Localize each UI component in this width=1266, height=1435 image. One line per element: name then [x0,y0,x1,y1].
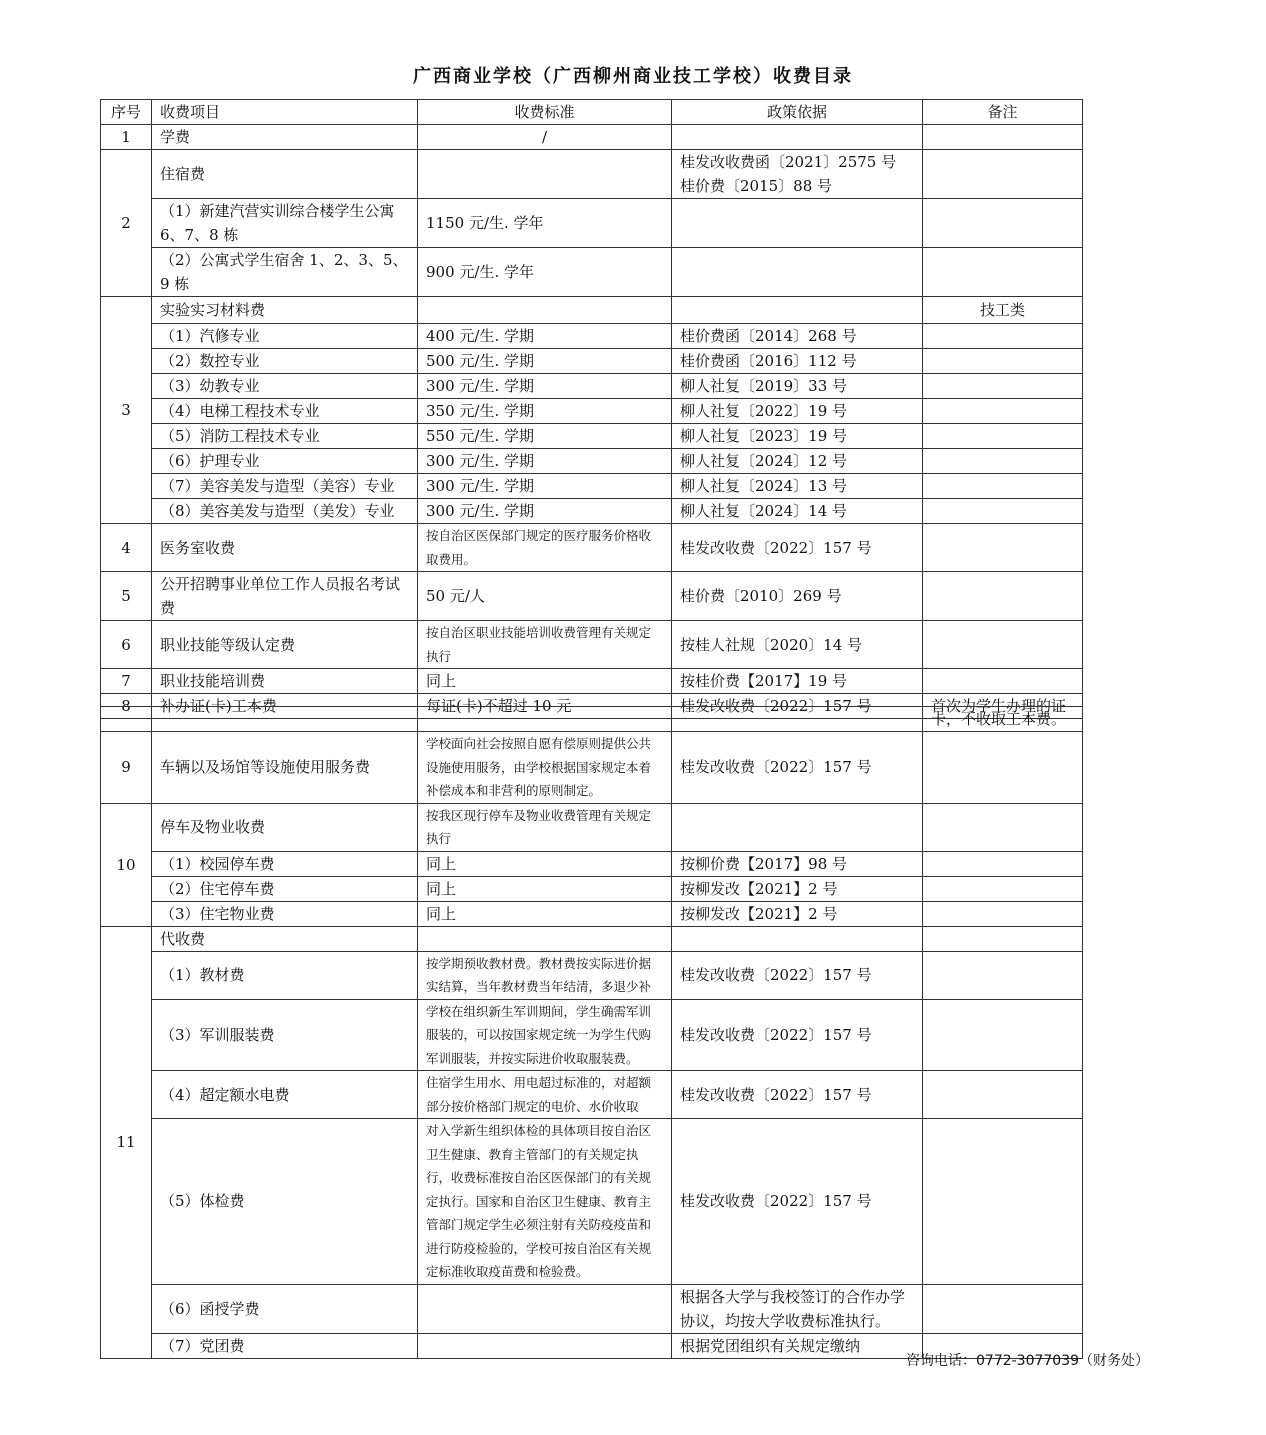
row-item: （5）消防工程技术专业 [152,424,418,449]
row-standard: 按学期预收教材费。教材费按实际进价据实结算，当年教材费当年结清，多退少补 [418,951,672,999]
row-note [923,803,1083,851]
row-standard [418,1333,672,1358]
row-standard: / [418,125,672,150]
row-item: （6）函授学费 [152,1284,418,1333]
row-item: 车辆以及场馆等设施使用服务费 [152,732,418,804]
row-note: 首次为学生办理的证 [923,694,1083,719]
row-item: 学费 [152,125,418,150]
table-row [101,1284,1083,1333]
row-basis [672,707,923,732]
row-basis: 按柳价费【2017】98 号 [672,851,923,876]
row-basis: 桂发改收费〔2022〕157 号 [672,1119,923,1285]
row-seq: 3 [101,297,152,524]
row-seq: 9 [101,732,152,804]
row-item: 住宿费 [152,150,418,199]
row-item: 实验实习材料费 [152,297,418,324]
row-note [923,876,1083,901]
row-note [923,951,1083,999]
row-note [923,499,1083,524]
table-row [101,449,1083,474]
row-standard: 50 元/人 [418,572,672,621]
row-item: （7）美容美发与造型（美容）专业 [152,474,418,499]
row-item [152,707,418,732]
row-standard: 300 元/生. 学期 [418,499,672,524]
row-basis: 桂发改收费〔2022〕157 号 [672,732,923,804]
row-basis: 柳人社复〔2023〕19 号 [672,424,923,449]
table-row [101,707,1083,732]
table-row [101,125,1083,150]
row-note [923,621,1083,669]
table-row [101,901,1083,926]
row-basis [672,125,923,150]
table-row [101,248,1083,297]
row-note: 卡，不收取工本费。 [923,707,1083,732]
row-seq: 10 [101,803,152,926]
row-note [923,1071,1083,1119]
row-note [923,150,1083,199]
row-standard: 550 元/生. 学期 [418,424,672,449]
row-standard: 对入学新生组织体检的具体项目按自治区卫生健康、教育主管部门的有关规定执行，收费标准按自治区医保部门的有关规定执行。国家和自治区卫生健康、教育主管部门规定学生必须注射有关防疫疫苗和进行防疫检验的，学校可按自治区有关规定标准收取疫苗费和检验费。 [418,1119,672,1285]
header-item: 收费项目 [152,100,418,125]
row-basis: 按桂人社规〔2020〕14 号 [672,621,923,669]
row-standard [418,1284,672,1333]
row-standard [418,297,672,324]
row-item: 职业技能等级认定费 [152,621,418,669]
row-note [923,1284,1083,1333]
row-basis: 按柳发改【2021】2 号 [672,901,923,926]
table-row [101,199,1083,248]
table-row [101,399,1083,424]
row-standard: 900 元/生. 学年 [418,248,672,297]
row-note: 技工类 [923,297,1083,324]
table-row [101,851,1083,876]
table-row [101,349,1083,374]
row-standard: 300 元/生. 学期 [418,449,672,474]
row-basis: 桂价费〔2010〕269 号 [672,572,923,621]
row-standard: 同上 [418,851,672,876]
row-note [923,324,1083,349]
row-item: 停车及物业收费 [152,803,418,851]
row-item: （1）教材费 [152,951,418,999]
row-note [923,199,1083,248]
row-basis: 桂发改收费〔2022〕157 号 [672,524,923,572]
contact-phone: 咨询电话：0772-3077039（财务处） [906,1353,1150,1369]
row-note [923,1119,1083,1285]
row-note [923,851,1083,876]
table-row [101,374,1083,399]
row-note [923,449,1083,474]
row-seq: 7 [101,669,152,694]
row-basis [672,297,923,324]
table-row [101,572,1083,621]
row-basis: 桂发改收费〔2022〕157 号 [672,1071,923,1119]
header-standard: 收费标准 [418,100,672,125]
row-item: （2）公寓式学生宿舍 1、2、3、5、9 栋 [152,248,418,297]
table-row [101,324,1083,349]
row-basis: 桂价费函〔2016〕112 号 [672,349,923,374]
row-item: 代收费 [152,926,418,951]
row-basis: 桂发改收费函〔2021〕2575 号 桂价费〔2015〕88 号 [672,150,923,199]
row-basis: 柳人社复〔2024〕12 号 [672,449,923,474]
row-note [923,374,1083,399]
table-row [101,999,1083,1071]
row-standard: 按我区现行停车及物业收费管理有关规定执行 [418,803,672,851]
row-standard [418,150,672,199]
row-standard: 同上 [418,876,672,901]
row-standard: 按自治区医保部门规定的医疗服务价格收取费用。 [418,524,672,572]
row-standard: 400 元/生. 学期 [418,324,672,349]
row-note [923,732,1083,804]
table-row [101,474,1083,499]
row-note [923,125,1083,150]
row-seq: 6 [101,621,152,669]
table-row [101,876,1083,901]
row-note [923,248,1083,297]
row-note [923,524,1083,572]
row-basis: 柳人社复〔2024〕13 号 [672,474,923,499]
row-seq: 1 [101,125,152,150]
row-item: （1）汽修专业 [152,324,418,349]
header-basis: 政策依据 [672,100,923,125]
row-basis: 柳人社复〔2019〕33 号 [672,374,923,399]
row-basis [672,803,923,851]
row-item: （4）超定额水电费 [152,1071,418,1119]
row-note [923,926,1083,951]
row-standard: 300 元/生. 学期 [418,374,672,399]
fee-table-part1 [100,99,1083,719]
row-seq: 8 [101,694,152,719]
fee-table-part2 [100,706,1083,1359]
row-item: （3）住宅物业费 [152,901,418,926]
row-note [923,399,1083,424]
row-standard: 住宿学生用水、用电超过标准的，对超额部分按价格部门规定的电价、水价收取 [418,1071,672,1119]
page-title: 广西商业学校（广西柳州商业技工学校）收费目录 [413,66,853,87]
row-basis [672,248,923,297]
row-standard: 每证(卡)不超过 10 元 [418,694,672,719]
row-item: （1）新建汽营实训综合楼学生公寓 6、7、8 栋 [152,199,418,248]
row-basis: 柳人社复〔2022〕19 号 [672,399,923,424]
table-row [101,297,1083,324]
table-row [101,424,1083,449]
row-item: （7）党团费 [152,1333,418,1358]
table-row [101,150,1083,199]
row-item: （1）校园停车费 [152,851,418,876]
row-note [923,901,1083,926]
row-basis: 根据党团组织有关规定缴纳 [672,1333,923,1358]
row-seq: 2 [101,150,152,297]
row-basis: 按桂价费【2017】19 号 [672,669,923,694]
header-seq: 序号 [101,100,152,125]
row-item: （5）体检费 [152,1119,418,1285]
row-note [923,349,1083,374]
row-item: 职业技能培训费 [152,669,418,694]
row-basis: 按柳发改【2021】2 号 [672,876,923,901]
row-seq: 5 [101,572,152,621]
table-row [101,1071,1083,1119]
row-basis: 桂发改收费〔2022〕157 号 [672,951,923,999]
row-standard: 学校面向社会按照自愿有偿原则提供公共设施使用服务，由学校根据国家规定本着补偿成本和非营利的原则制定。 [418,732,672,804]
row-basis [672,199,923,248]
header-note: 备注 [923,100,1083,125]
row-note [923,999,1083,1071]
table-row [101,951,1083,999]
row-basis: 桂发改收费〔2022〕157 号 [672,694,923,719]
row-item: 补办证(卡)工本费 [152,694,418,719]
row-standard: 350 元/生. 学期 [418,399,672,424]
table-row [101,803,1083,851]
row-item: （6）护理专业 [152,449,418,474]
row-standard: 同上 [418,669,672,694]
row-basis: 桂发改收费〔2022〕157 号 [672,999,923,1071]
row-item: 医务室收费 [152,524,418,572]
row-item: （8）美容美发与造型（美发）专业 [152,499,418,524]
table-header-row [101,100,1083,125]
row-basis: 柳人社复〔2024〕14 号 [672,499,923,524]
row-basis: 根据各大学与我校签订的合作办学协议，均按大学收费标准执行。 [672,1284,923,1333]
row-standard: 500 元/生. 学期 [418,349,672,374]
row-note [923,669,1083,694]
row-seq [101,707,152,732]
table-row [101,669,1083,694]
row-item: （2）数控专业 [152,349,418,374]
row-basis: 桂价费函〔2014〕268 号 [672,324,923,349]
row-note [923,572,1083,621]
table-row [101,524,1083,572]
row-note [923,474,1083,499]
row-note [923,424,1083,449]
row-item: 公开招聘事业单位工作人员报名考试费 [152,572,418,621]
row-standard: 300 元/生. 学期 [418,474,672,499]
row-standard: 同上 [418,901,672,926]
table-row [101,1119,1083,1285]
row-seq: 4 [101,524,152,572]
table-row [101,926,1083,951]
row-item: （2）住宅停车费 [152,876,418,901]
row-standard: 按自治区职业技能培训收费管理有关规定执行 [418,621,672,669]
table-row [101,621,1083,669]
row-standard: 学校在组织新生军训期间，学生确需军训服装的，可以按国家规定统一为学生代购军训服装，并按实际进价收取服装费。 [418,999,672,1071]
row-standard [418,926,672,951]
table-row [101,499,1083,524]
row-item: （3）军训服装费 [152,999,418,1071]
row-basis [672,926,923,951]
row-standard [418,707,672,732]
row-seq: 11 [101,926,152,1358]
table-row [101,732,1083,804]
row-item: （4）电梯工程技术专业 [152,399,418,424]
row-standard: 1150 元/生. 学年 [418,199,672,248]
row-item: （3）幼教专业 [152,374,418,399]
